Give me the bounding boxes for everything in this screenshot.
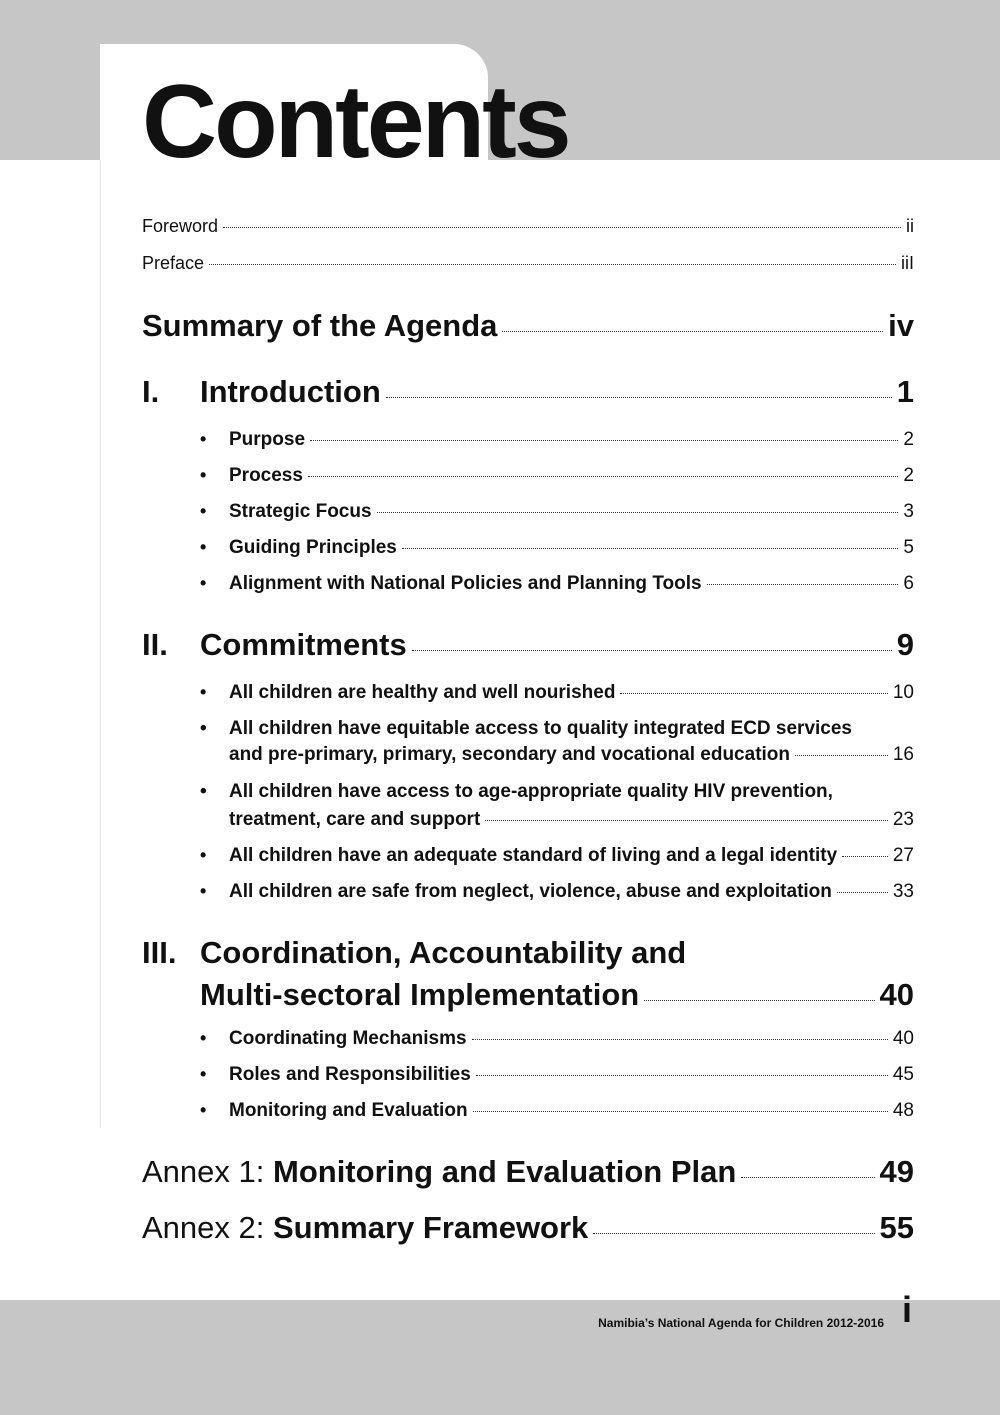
annex-page: 55	[879, 1210, 914, 1245]
entry-page: 23	[892, 809, 914, 830]
entry-page: 10	[892, 682, 914, 703]
entry-page: 48	[892, 1100, 914, 1121]
entry-page: 16	[892, 744, 914, 765]
section-label: Introduction	[200, 374, 381, 409]
dot-leader	[795, 755, 888, 756]
entry-page: iv	[888, 308, 914, 343]
dot-leader	[209, 264, 896, 265]
entry-label: Summary of the Agenda	[142, 308, 498, 343]
entry-page: 6	[903, 573, 914, 594]
entry-page: 33	[892, 881, 914, 902]
annex-label: Summary Framework	[273, 1210, 589, 1245]
annex-prefix: Annex 1:	[142, 1154, 265, 1189]
entry-label-line2: treatment, care and support	[229, 809, 481, 830]
entry-page: 3	[903, 501, 914, 522]
entry-label: Purpose	[229, 429, 306, 450]
toc-entry-purpose[interactable]	[200, 429, 914, 451]
toc-section-commitments[interactable]	[142, 627, 914, 663]
entry-label: All children are safe from neglect, violence, abuse and exploitation	[229, 881, 832, 902]
toc-entry-preface[interactable]	[142, 253, 914, 274]
bullet: •	[200, 537, 207, 557]
toc-entry-standard-of-living[interactable]	[200, 845, 914, 867]
dot-leader	[377, 512, 899, 513]
section-number: III.	[142, 935, 177, 970]
toc-entry-roles[interactable]	[200, 1064, 914, 1086]
dot-leader	[473, 1111, 888, 1112]
toc-entry-education[interactable]	[200, 718, 914, 766]
toc-annex-2[interactable]	[142, 1210, 914, 1246]
annex-prefix: Annex 2:	[142, 1210, 265, 1245]
bullet: •	[200, 718, 207, 739]
dot-leader	[741, 1177, 874, 1178]
bullet: •	[200, 1100, 207, 1120]
toc-entry-alignment[interactable]	[200, 573, 914, 595]
entry-label: Strategic Focus	[229, 501, 372, 522]
section-page: 9	[896, 627, 914, 662]
toc-entry-guiding-principles[interactable]	[200, 537, 914, 559]
toc-section-coordination[interactable]	[142, 935, 914, 1013]
entry-label-line1: All children have equitable access to quality integrated ECD services	[229, 718, 853, 739]
entry-label: Roles and Responsibilities	[229, 1064, 471, 1085]
entry-page: 2	[903, 465, 914, 486]
page-title: Contents	[142, 64, 569, 180]
bullet: •	[200, 845, 207, 865]
dot-leader	[223, 227, 901, 228]
dot-leader	[593, 1233, 874, 1234]
section-number: I.	[142, 374, 160, 409]
footer-publication-title: Namibia’s National Agenda for Children 2012-2016	[598, 1316, 884, 1330]
entry-page: 40	[892, 1028, 914, 1049]
section-label: Commitments	[200, 627, 407, 662]
dot-leader	[620, 693, 887, 694]
entry-label-line2: and pre-primary, primary, secondary and vocational education	[229, 744, 791, 765]
toc-entry-coordinating-mechanisms[interactable]	[200, 1028, 914, 1050]
dot-leader	[837, 892, 888, 893]
dot-leader	[476, 1075, 888, 1076]
toc-entry-summary[interactable]	[142, 308, 914, 344]
entry-label-line1: All children have access to age-appropriate quality HIV prevention,	[229, 781, 833, 802]
dot-leader	[402, 548, 899, 549]
bullet: •	[200, 881, 207, 901]
entry-label: All children have an adequate standard of living and a legal identity	[229, 845, 838, 866]
entry-label: Monitoring and Evaluation	[229, 1100, 468, 1121]
toc-section-introduction[interactable]	[142, 374, 914, 410]
bullet: •	[200, 682, 207, 702]
dot-leader	[707, 584, 899, 585]
entry-label: Coordinating Mechanisms	[229, 1028, 467, 1049]
entry-label: Guiding Principles	[229, 537, 397, 558]
dot-leader	[644, 1000, 874, 1001]
dot-leader	[310, 440, 898, 441]
footer-page-number: i	[902, 1289, 913, 1330]
dot-leader	[502, 331, 883, 332]
entry-label: Preface	[142, 253, 205, 273]
bullet: •	[200, 1028, 207, 1048]
toc-annex-1[interactable]	[142, 1154, 914, 1190]
toc-entry-healthy[interactable]	[200, 682, 914, 704]
toc-entry-strategic-focus[interactable]	[200, 501, 914, 523]
entry-page: 27	[892, 845, 914, 866]
section-label-line2: Multi-sectoral Implementation	[200, 977, 640, 1012]
entry-label: Foreword	[142, 216, 219, 236]
bullet: •	[200, 1064, 207, 1084]
entry-page: 5	[903, 537, 914, 558]
bullet: •	[200, 465, 207, 485]
annex-label: Monitoring and Evaluation Plan	[273, 1154, 737, 1189]
entry-page: ii	[906, 216, 914, 236]
dot-leader	[386, 397, 892, 398]
entry-page: 2	[903, 429, 914, 450]
left-margin-rule	[100, 160, 101, 1128]
dot-leader	[308, 476, 898, 477]
dot-leader	[842, 856, 888, 857]
dot-leader	[412, 650, 892, 651]
dot-leader	[485, 820, 888, 821]
entry-label: Process	[229, 465, 303, 486]
entry-label: All children are healthy and well nourished	[229, 682, 616, 703]
section-page: 1	[896, 374, 914, 409]
toc-entry-monitoring[interactable]	[200, 1100, 914, 1122]
bullet: •	[200, 573, 207, 593]
toc-entry-process[interactable]	[200, 465, 914, 487]
section-page: 40	[879, 977, 914, 1012]
entry-page: iiI	[901, 253, 914, 273]
toc-entry-safe[interactable]	[200, 881, 914, 903]
bullet: •	[200, 781, 207, 802]
bullet: •	[200, 429, 207, 449]
dot-leader	[472, 1039, 888, 1040]
section-number: II.	[142, 627, 168, 662]
toc-entry-hiv[interactable]	[200, 781, 914, 831]
annex-page: 49	[879, 1154, 914, 1189]
toc-entry-foreword[interactable]	[142, 216, 914, 237]
bullet: •	[200, 501, 207, 521]
entry-page: 45	[892, 1064, 914, 1085]
entry-label: Alignment with National Policies and Planning Tools	[229, 573, 702, 594]
section-label-line1: Coordination, Accountability and	[200, 935, 687, 970]
